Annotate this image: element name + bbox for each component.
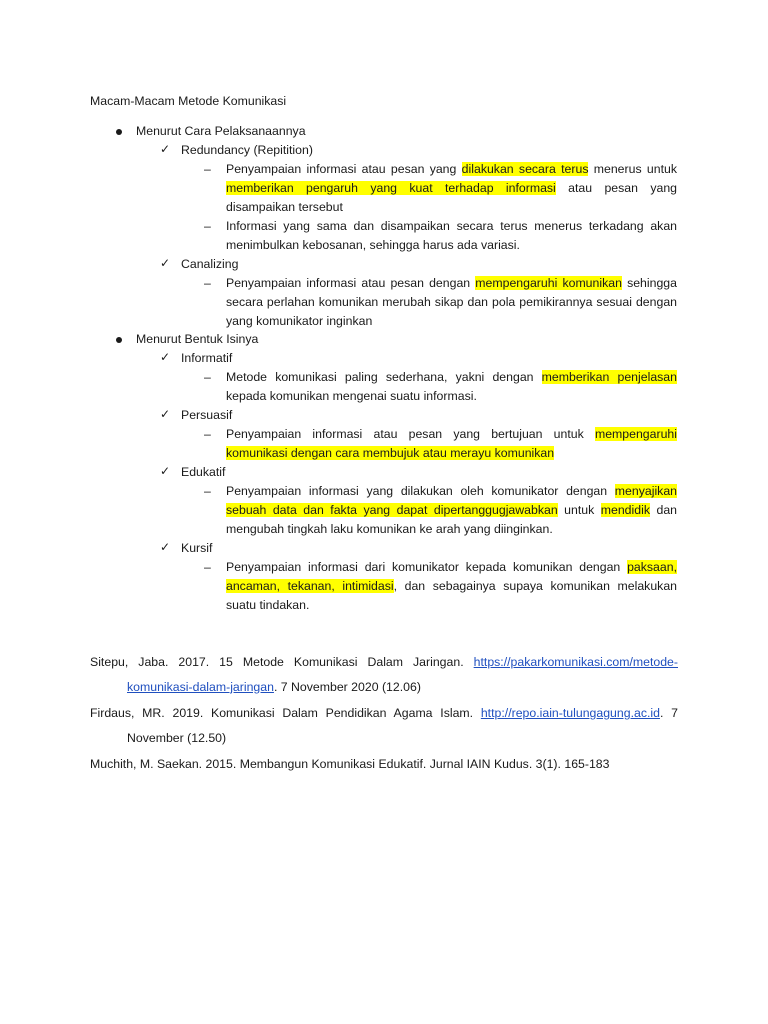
subitem-label: Edukatif (181, 465, 226, 479)
section-heading: Menurut Bentuk Isinya (136, 332, 259, 346)
list-point: Penyampaian informasi dari komunikator kepada komunikan dengan paksaan, ancaman, tekanan, intimidasi, dan sebagainya supaya komunikan melakukan suatu tindakan. (226, 560, 677, 612)
list-point: Penyampaian informasi yang dilakukan oleh komunikator dengan menyajikan sebuah data dan fakta yang dapat dipertanggugjawabkan untuk mendidik dan mengubah tingkah laku komunikan ke arah yang diinginkan. (226, 484, 678, 536)
subitem-label: Canalizing (181, 257, 239, 271)
list-point: Penyampaian informasi atau pesan yang bertujuan untuk mempengaruhi komunikasi dengan cara membujuk atau merayu komunikan (226, 427, 677, 460)
reference-entry: Firdaus, MR. 2019. Komunikasi Dalam Pendidikan Agama Islam. http://repo.iain-tulungagung.ac.id. 7 November (12.50) (90, 706, 678, 745)
checkmark-icon: ✓ (160, 142, 171, 156)
checkmark-icon: ✓ (160, 540, 171, 554)
list-point: Metode komunikasi paling sederhana, yakni dengan memberikan penjelasan kepada komunikan mengenai suatu informasi. (226, 370, 677, 403)
list-point: Informasi yang sama dan disampaikan secara terus menerus terkadang akan menimbulkan kebosanan, sehingga harus ada variasi. (226, 219, 677, 252)
checkmark-icon: ✓ (160, 407, 171, 421)
dash-icon: – (204, 370, 211, 384)
reference-link[interactable]: https://pakarkomunikasi.com/metode-komunikasi-dalam-jaringan (127, 655, 678, 694)
dash-icon: – (204, 162, 211, 176)
list-point: Penyampaian informasi atau pesan dengan mempengaruhi komunikan sehingga secara perlahan komunikan merubah sikap dan pola pemikirannya sesuai dengan yang komunikator inginkan (226, 276, 677, 328)
subitem-label: Kursif (181, 541, 213, 555)
dash-icon: – (204, 560, 211, 574)
list-point: Penyampaian informasi atau pesan yang dilakukan secara terus menerus untuk memberikan pengaruh yang kuat terhadap informasi atau pesan yang disampaikan tersebut (226, 162, 677, 214)
section-heading: Menurut Cara Pelaksanaannya (136, 124, 306, 138)
dash-icon: – (204, 484, 211, 498)
subitem-label: Informatif (181, 351, 233, 365)
dash-icon: – (204, 219, 211, 233)
subitem-label: Redundancy (Repitition) (181, 143, 313, 157)
reference-entry: Sitepu, Jaba. 2017. 15 Metode Komunikasi Dalam Jaringan. https://pakarkomunikasi.com/metode-komunikasi-dalam-jaringan. 7 November 2020 (12.06) (90, 655, 678, 694)
bullet-icon (116, 129, 122, 135)
checkmark-icon: ✓ (160, 256, 171, 270)
subitem-label: Persuasif (181, 408, 233, 422)
dash-icon: – (204, 276, 211, 290)
reference-link[interactable]: http://repo.iain-tulungagung.ac.id (480, 706, 660, 720)
bullet-icon (116, 337, 122, 343)
reference-entry: Muchith, M. Saekan. 2015. Membangun Komunikasi Edukatif. Jurnal IAIN Kudus. 3(1). 165-183 (90, 757, 610, 771)
checkmark-icon: ✓ (160, 350, 171, 364)
dash-icon: – (204, 427, 211, 441)
checkmark-icon: ✓ (160, 464, 171, 478)
page-title: Macam-Macam Metode Komunikasi (90, 94, 287, 108)
